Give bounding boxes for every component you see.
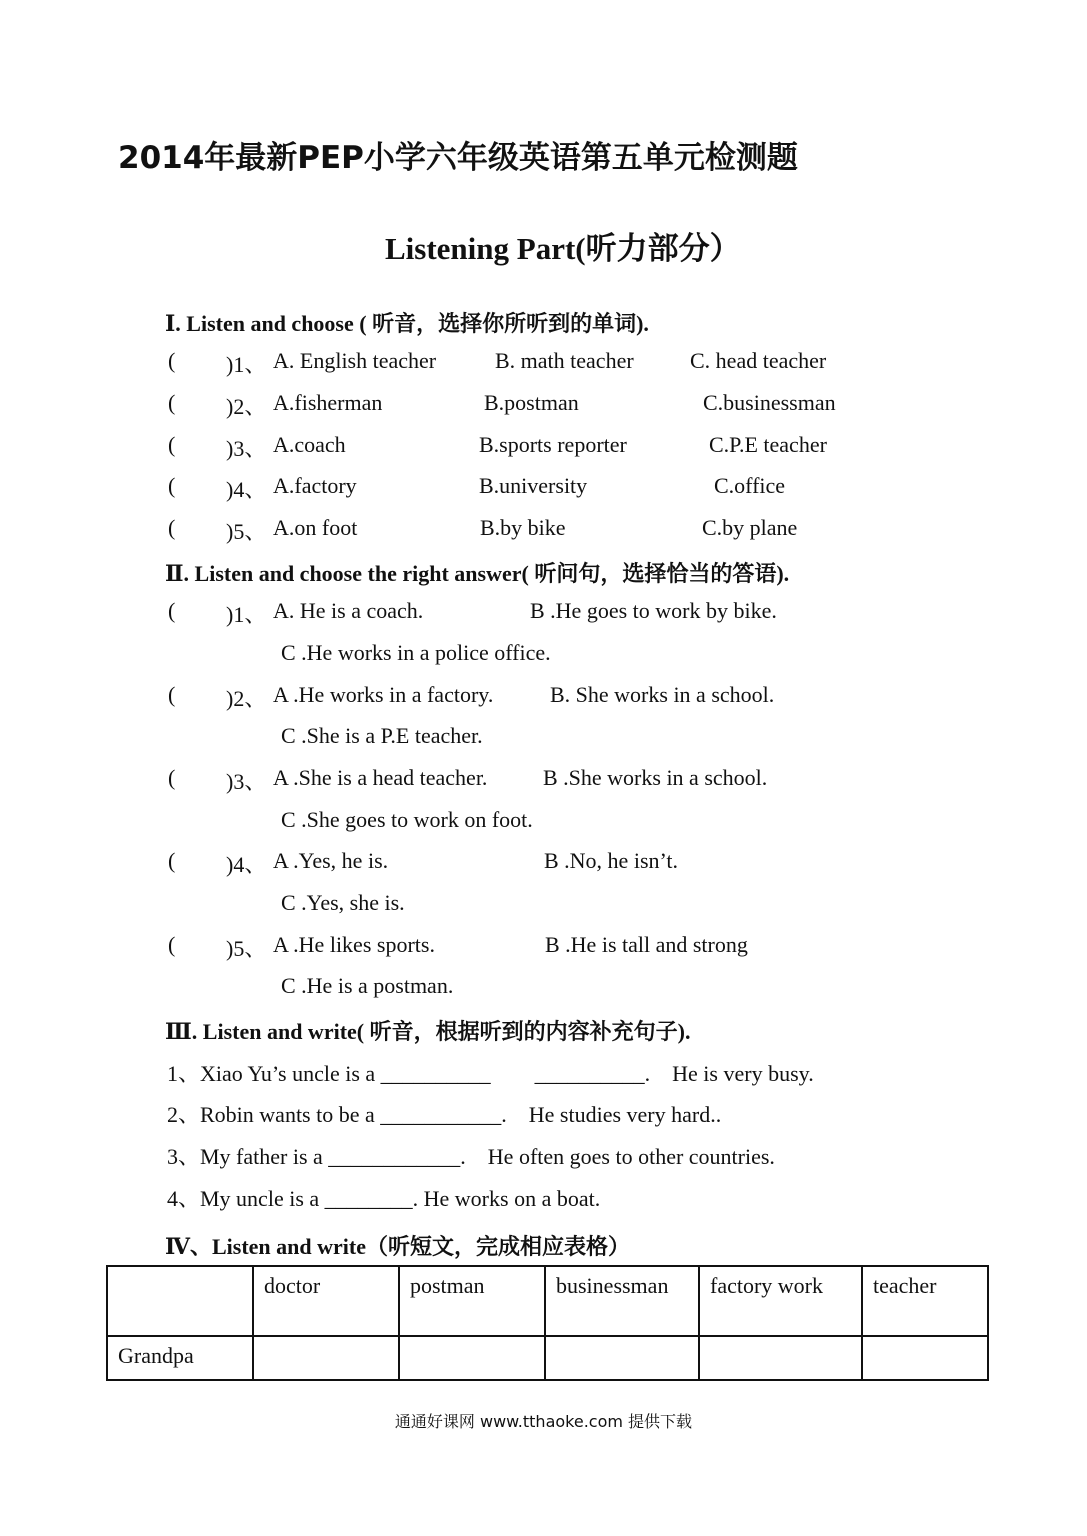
table-header-cell: businessman	[545, 1266, 699, 1336]
option-c: C .She goes to work on foot.	[281, 807, 533, 832]
table-header-cell: factory work	[699, 1266, 862, 1336]
answer-paren: (	[168, 348, 176, 373]
option-a: A .He likes sports.	[273, 932, 435, 957]
answer-paren: (	[168, 515, 176, 540]
option-b: B.university	[479, 473, 588, 498]
question-number: )2、	[226, 394, 267, 419]
option-c: C.office	[714, 473, 786, 498]
option-c: C.by plane	[702, 515, 798, 540]
option-c: C.P.E teacher	[709, 432, 827, 457]
section-3-heading: Ⅲ. Listen and write( 听音，根据听到的内容补充句子).	[165, 1019, 691, 1044]
option-b: B. She works in a school.	[550, 682, 775, 707]
table-cell[interactable]	[399, 1336, 545, 1380]
option-c: C.businessman	[703, 390, 836, 415]
option-a: A .She is a head teacher.	[273, 765, 488, 790]
option-c: C. head teacher	[690, 348, 827, 373]
fill-in-sentence: 3、My father is a ____________. He often goes to other countries.	[167, 1144, 775, 1169]
section-2-heading: Ⅱ. Listen and choose the right answer( 听问句，选择恰当的答语).	[165, 561, 790, 586]
option-a: A .He works in a factory.	[273, 682, 494, 707]
fill-in-sentence: 1、Xiao Yu’s uncle is a __________ __________. He is very busy.	[167, 1061, 814, 1086]
option-a: A .Yes, he is.	[273, 848, 389, 873]
option-c: C .He is a postman.	[281, 973, 454, 998]
table-header-row	[107, 1266, 988, 1336]
option-c: C .Yes, she is.	[281, 890, 405, 915]
option-a: A. He is a coach.	[273, 598, 424, 623]
fill-in-sentence: 2、Robin wants to be a ___________. He studies very hard..	[167, 1102, 722, 1127]
option-c: C .He works in a police office.	[281, 640, 551, 665]
table-cell: Grandpa	[107, 1336, 253, 1380]
answer-paren: (	[168, 390, 176, 415]
fill-in-sentence: 4、My uncle is a ________. He works on a boat.	[167, 1186, 601, 1211]
answer-paren: (	[168, 432, 176, 457]
table-header-cell: teacher	[862, 1266, 988, 1336]
option-a: A.on foot	[273, 515, 358, 540]
answer-paren: (	[168, 932, 176, 957]
question-number: )1、	[226, 352, 267, 377]
table-cell[interactable]	[545, 1336, 699, 1380]
answer-paren: (	[168, 765, 176, 790]
page-title: 2014年最新PEP小学六年级英语第五单元检测题	[118, 140, 798, 176]
table-header-cell: doctor	[253, 1266, 399, 1336]
section-4-heading: Ⅳ、Listen and write（听短文，完成相应表格）	[165, 1234, 630, 1259]
question-number: )5、	[226, 936, 267, 961]
table-row	[107, 1336, 988, 1380]
answer-paren: (	[168, 848, 176, 873]
answer-paren: (	[168, 598, 176, 623]
table-cell[interactable]	[862, 1336, 988, 1380]
option-b: B .She works in a school.	[543, 765, 768, 790]
question-number: )3、	[226, 769, 267, 794]
table-cell[interactable]	[699, 1336, 862, 1380]
option-b: B .No, he isn’t.	[544, 848, 679, 873]
option-b: B .He is tall and strong	[545, 932, 748, 957]
option-a: A.factory	[273, 473, 357, 498]
option-c: C .She is a P.E teacher.	[281, 723, 483, 748]
option-b: B. math teacher	[495, 348, 634, 373]
table-header-cell	[107, 1266, 253, 1336]
option-b: B.by bike	[480, 515, 566, 540]
page-footer: 通通好课网 www.tthaoke.com 提供下载	[394, 1412, 693, 1431]
section-1-heading: Ⅰ. Listen and choose ( 听音，选择你所听到的单词).	[165, 311, 649, 336]
option-b: B .He goes to work by bike.	[530, 598, 777, 623]
question-number: )4、	[226, 477, 267, 502]
table-header-cell: postman	[399, 1266, 545, 1336]
option-b: B.postman	[484, 390, 579, 415]
question-number: )3、	[226, 436, 267, 461]
question-number: )1、	[226, 602, 267, 627]
table-cell[interactable]	[253, 1336, 399, 1380]
option-b: B.sports reporter	[479, 432, 627, 457]
question-number: )5、	[226, 519, 267, 544]
question-number: )4、	[226, 852, 267, 877]
option-a: A.fisherman	[273, 390, 383, 415]
section-subtitle: Listening Part(听力部分）	[385, 231, 741, 266]
answer-paren: (	[168, 682, 176, 707]
question-number: )2、	[226, 686, 267, 711]
answer-paren: (	[168, 473, 176, 498]
option-a: A.coach	[273, 432, 346, 457]
answer-table	[106, 1265, 989, 1381]
option-a: A. English teacher	[273, 348, 437, 373]
